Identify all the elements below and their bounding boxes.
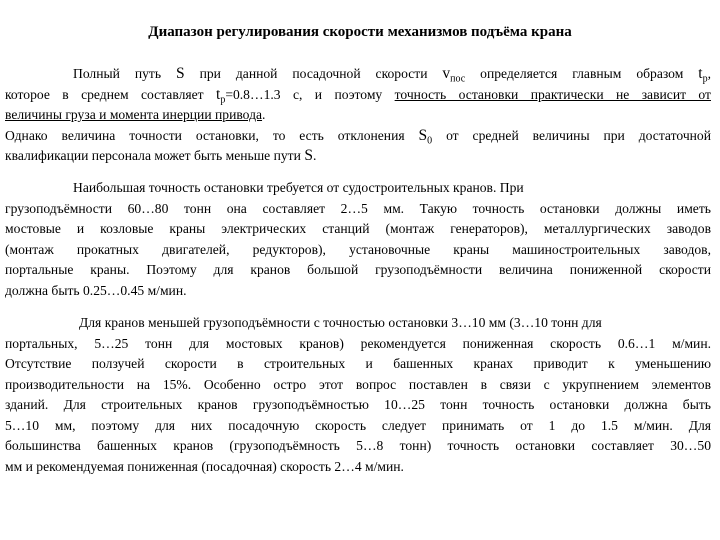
text-line: грузоподъёмности 60…80 тонн она составляет 2…5 мм. Такую точность остановки должны иметь — [5, 200, 711, 216]
text-line: (монтаж прокатных двигателей, редукторов), установочные краны машиностроительных заводов, — [5, 241, 711, 257]
page-title: Диапазон регулирования скорости механизмов подъёма крана — [148, 24, 572, 40]
text-line: мм и рекомендуемая пониженная (посадочная) скорость 2…4 м/мин. — [5, 458, 404, 474]
text-line: портальных, 5…25 тонн для мостовых кранов) рекомендуется пониженная скорость 0.6…1 м/мин. — [5, 335, 711, 351]
text-line: Для кранов меньшей грузоподъёмности с точностью остановки 3…10 мм (3…10 тонн для — [79, 315, 602, 330]
paragraph-smaller-cranes — [5, 313, 711, 477]
text-line: Отсутствие ползучей скорости в строительных и башенных кранах приводит к уменьшению — [5, 356, 711, 371]
text-line: 5…10 мм, поэтому для них посадочную скорость следует принимать от 1 до 1.5 м/мин. Для — [5, 417, 711, 433]
text-line: производительности на 15%. Особенно остро этот вопрос поставлен в связи с укрупнением элементов — [5, 376, 711, 392]
text-line: Наибольшая точность остановки требуется от судостроительных кранов. При — [73, 180, 524, 195]
text-line: портальные краны. Поэтому для кранов большой грузоподъёмности величина пониженной скорости — [5, 262, 711, 277]
underlined-statement: точность остановки практически не зависит от — [394, 86, 711, 102]
text-line: зданий. Для строительных кранов грузоподъёмностью 10…25 тонн точность остановки должна быть — [5, 397, 711, 412]
text-line: которое в среднем составляет $t_p=0.8\dots 1.3$ с, и поэтому точность остановки практически не зависит от — [5, 85, 711, 106]
text-line: должна быть 0.25…0.45 м/мин. — [5, 282, 187, 298]
text-line: мостовые и козловые краны электрических станций (монтаж генераторов), металлургических заводов — [5, 221, 711, 236]
text-line: квалификации персонала может быть меньше пути S. — [5, 147, 317, 164]
paragraph-high-accuracy — [5, 178, 711, 301]
text-line: величины груза и момента инерции привода. — [5, 107, 266, 122]
text-line: большинства башенных кранов (грузоподъёмность 5…8 тонн) точность остановки составляет 30…50 — [5, 438, 711, 453]
underlined-statement: величины груза и момента инерции привода — [5, 107, 263, 122]
text-line: Полный путь S при данной посадочной скорости $v_{пос}$ определяется главным образом $t_p$, — [73, 65, 711, 85]
paragraph-full-path — [5, 64, 711, 167]
text-line: Однако величина точности остановки, то есть отклонения $S_0$ от средней величины при достаточной — [5, 126, 712, 147]
